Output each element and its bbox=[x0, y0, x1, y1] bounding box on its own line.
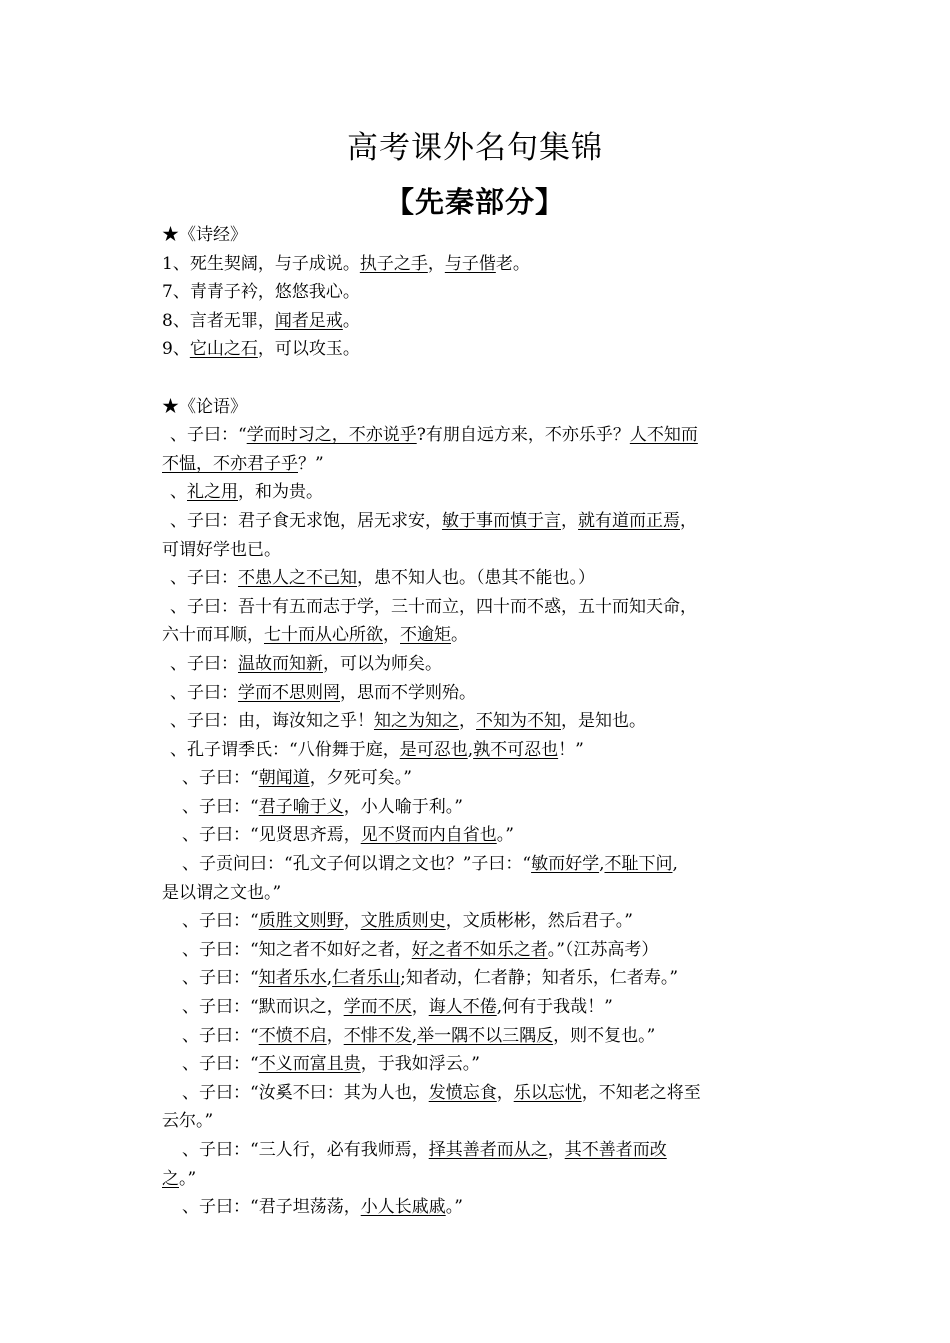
quote-text: ， bbox=[547, 1140, 565, 1160]
underlined-quote: 知者乐水 bbox=[258, 968, 327, 989]
quote-line bbox=[162, 821, 790, 850]
quote-line bbox=[162, 1165, 790, 1194]
quote-text: 、子曰：“ bbox=[182, 1054, 259, 1075]
quote-text: , bbox=[411, 1025, 418, 1046]
underlined-quote: 朝闻道 bbox=[258, 768, 310, 789]
quote-text: 、子曰：“ bbox=[170, 425, 247, 446]
underlined-quote: 不悱不发 bbox=[343, 1025, 412, 1046]
quote-line bbox=[162, 850, 790, 879]
quote-text: 、子曰：“三人行，必有我师焉， bbox=[182, 1140, 429, 1160]
quote-text: ， bbox=[680, 510, 697, 531]
underlined-quote: 与子偕 bbox=[444, 253, 496, 274]
quote-text: ，不知老之将至 bbox=[581, 1082, 701, 1103]
quote-text: 7、青青子衿，悠悠我心。 bbox=[162, 282, 360, 303]
quote-text: 可谓好学也已。 bbox=[162, 539, 281, 560]
underlined-quote: 就有道而正焉 bbox=[578, 510, 680, 531]
quote-line bbox=[162, 1107, 790, 1136]
quote-line bbox=[162, 593, 790, 622]
quote-text: 、子曰：“ bbox=[182, 911, 259, 932]
quote-text: 。”（江苏高考） bbox=[547, 939, 659, 960]
quote-text: 、子曰： bbox=[170, 682, 238, 703]
quote-text: ！” bbox=[558, 739, 584, 760]
quote-text: ，思而不学则殆。 bbox=[340, 682, 476, 703]
underlined-quote: 是可忍也 bbox=[399, 739, 468, 760]
quote-text: ，夕死可矣。” bbox=[309, 768, 412, 789]
underlined-quote: 君子喻于义 bbox=[258, 796, 344, 817]
quote-line bbox=[162, 621, 790, 650]
quote-text: ?有朋自远方来，不亦乐乎？ bbox=[416, 425, 630, 446]
quote-text: ， bbox=[383, 625, 400, 646]
quote-line bbox=[162, 1136, 790, 1165]
underlined-quote: 敏而好学 bbox=[531, 854, 600, 875]
quote-line bbox=[162, 1050, 790, 1079]
underlined-quote: 不愤不启 bbox=[258, 1025, 327, 1046]
underlined-quote: 不愠，不亦君子乎 bbox=[162, 453, 298, 474]
quote-text: ， bbox=[326, 1025, 344, 1046]
quote-text: 8、言者无罪， bbox=[162, 310, 275, 331]
underlined-quote: 不逾矩 bbox=[400, 625, 451, 646]
underlined-quote: 不知为不知 bbox=[476, 711, 561, 732]
quote-text: 、子曰：“ bbox=[182, 796, 259, 817]
quote-text: ,何有于我哉！” bbox=[496, 997, 613, 1018]
quote-text: , bbox=[672, 854, 678, 875]
quote-text: 、子曰： bbox=[170, 568, 238, 589]
underlined-quote: 好之者不如乐之者 bbox=[411, 939, 548, 960]
quote-text: 1、死生契阔，与子成说。 bbox=[162, 253, 360, 274]
quote-text: 、子曰：“ bbox=[182, 768, 259, 789]
underlined-quote: 之 bbox=[162, 1168, 179, 1189]
quote-text: 、子曰：“ bbox=[182, 968, 259, 989]
underlined-quote: 闻者足戒 bbox=[274, 310, 343, 331]
quote-text: ，患不知人也。（患其不能也。） bbox=[357, 568, 595, 589]
quote-line bbox=[162, 907, 790, 936]
quote-line bbox=[162, 250, 790, 279]
underlined-quote: 学而不厌 bbox=[343, 997, 412, 1018]
quote-line bbox=[162, 1193, 790, 1222]
quote-text: ， bbox=[427, 253, 445, 274]
quote-line bbox=[162, 993, 790, 1022]
section-gap bbox=[162, 364, 790, 393]
document-body bbox=[162, 221, 790, 1222]
document-title: 高考课外名句集锦 bbox=[347, 130, 603, 166]
quote-line bbox=[162, 936, 790, 965]
underlined-quote: 温故而知新 bbox=[238, 653, 323, 674]
quote-text: 、子曰：“知之者不如好之者， bbox=[182, 939, 412, 960]
underlined-quote: 学而时习之，不亦说乎 bbox=[246, 425, 417, 446]
underlined-quote: 知之为知之 bbox=[374, 711, 459, 732]
underlined-quote: 礼之用 bbox=[187, 482, 238, 503]
quote-line bbox=[162, 964, 790, 993]
underlined-quote: 文胜质则史 bbox=[360, 911, 446, 932]
quote-text: 、子曰：由，诲汝知之乎！ bbox=[170, 711, 374, 732]
quote-text: ， bbox=[561, 510, 578, 531]
quote-text: ;知者动，仁者静；知者乐，仁者寿。” bbox=[400, 968, 679, 989]
quote-text: ，可以为师矣。 bbox=[323, 653, 442, 674]
quote-line bbox=[162, 564, 790, 593]
quote-line bbox=[162, 736, 790, 765]
quote-line bbox=[162, 707, 790, 736]
quote-text: 六十而耳顺， bbox=[162, 625, 264, 646]
quote-line bbox=[162, 307, 790, 336]
quote-text: ，小人喻于利。” bbox=[343, 796, 463, 817]
quote-text: 、子曰：“见贤思齐焉， bbox=[182, 825, 361, 846]
quote-text: 。” bbox=[179, 1168, 197, 1189]
underlined-quote: 不耻下问 bbox=[604, 854, 673, 875]
quote-line bbox=[162, 478, 790, 507]
quote-line bbox=[162, 650, 790, 679]
quote-line bbox=[162, 536, 790, 565]
quote-line bbox=[162, 278, 790, 307]
underlined-quote: 学而不思则罔 bbox=[238, 682, 340, 703]
quote-line bbox=[162, 335, 790, 364]
quote-line bbox=[162, 764, 790, 793]
underlined-quote: 敏于事而慎于言 bbox=[442, 510, 561, 531]
quote-line bbox=[162, 421, 790, 450]
quote-text: 老。 bbox=[495, 253, 530, 274]
quote-text: 、子曰： bbox=[170, 653, 238, 674]
quote-line bbox=[162, 1079, 790, 1108]
quote-text: 、子曰：吾十有五而志于学，三十而立，四十而不惑，五十而知天命， bbox=[170, 596, 697, 617]
quote-line bbox=[162, 1022, 790, 1051]
quote-text: 、子曰：“君子坦荡荡， bbox=[182, 1197, 361, 1218]
quote-text: ？” bbox=[298, 453, 324, 474]
quote-text: 、孔子谓季氏：“八佾舞于庭， bbox=[170, 739, 400, 760]
quote-text: 。 bbox=[342, 310, 360, 331]
quote-text: 云尔。” bbox=[162, 1111, 214, 1132]
quote-text: , bbox=[599, 854, 605, 875]
quote-text: 、 bbox=[170, 482, 187, 503]
quote-text: 。” bbox=[445, 1197, 463, 1218]
underlined-quote: 其不善者而改 bbox=[564, 1140, 667, 1160]
quote-text: 、子曰：“汝奚不曰：其为人也， bbox=[182, 1082, 429, 1103]
quote-line bbox=[162, 507, 790, 536]
quote-text: ，于我如浮云。” bbox=[360, 1054, 480, 1075]
section-heading: ★《诗经》 bbox=[162, 225, 247, 245]
quote-text: 、子曰：“默而识之， bbox=[182, 997, 344, 1018]
quote-text: ， bbox=[343, 911, 361, 932]
quote-text: ，则不复也。” bbox=[553, 1025, 656, 1046]
quote-text: , bbox=[467, 739, 474, 760]
underlined-quote: 不患人之不己知 bbox=[238, 568, 357, 589]
quote-text: ，文质彬彬，然后君子。” bbox=[445, 911, 633, 932]
quote-text: ，可以攻玉。 bbox=[257, 339, 360, 360]
underlined-quote: 孰不可忍也 bbox=[473, 739, 559, 760]
section-subtitle: 【先秦部分】 bbox=[384, 185, 565, 219]
quote-text: ， bbox=[496, 1082, 514, 1103]
quote-text: 是以谓之文也。” bbox=[162, 882, 282, 903]
quote-line bbox=[162, 450, 790, 479]
underlined-quote: 择其善者而从之 bbox=[428, 1140, 548, 1160]
quote-text: 、子曰：君子食无求饱，居无求安， bbox=[170, 510, 442, 531]
underlined-quote: 小人长戚戚 bbox=[360, 1197, 446, 1218]
quote-line bbox=[162, 793, 790, 822]
quote-line bbox=[162, 679, 790, 708]
underlined-quote: 仁者乐山 bbox=[332, 968, 401, 989]
section-heading: ★《论语》 bbox=[162, 396, 247, 417]
underlined-quote: 人不知而 bbox=[629, 425, 698, 446]
underlined-quote: 见不贤而内自省也 bbox=[360, 825, 497, 846]
quote-text: 。 bbox=[451, 625, 468, 646]
underlined-quote: 举一隅不以三隅反 bbox=[417, 1025, 554, 1046]
quote-text: 、子贡问曰：“孔文子何以谓之文也？”子曰：“ bbox=[182, 854, 532, 875]
quote-text: 9、 bbox=[162, 339, 190, 360]
underlined-quote: 七十而从心所欲 bbox=[264, 625, 383, 646]
underlined-quote: 执子之手 bbox=[359, 253, 428, 274]
quote-line bbox=[162, 879, 790, 908]
quote-text: ，是知也。 bbox=[561, 711, 646, 732]
underlined-quote: 发愤忘食 bbox=[428, 1082, 497, 1103]
quote-text: ， bbox=[459, 711, 476, 732]
quote-text: 、子曰：“ bbox=[182, 1025, 259, 1046]
underlined-quote: 质胜文则野 bbox=[258, 911, 344, 932]
quote-text: 。” bbox=[496, 825, 514, 846]
underlined-quote: 它山之石 bbox=[189, 339, 258, 360]
underlined-quote: 诲人不倦 bbox=[428, 997, 497, 1018]
quote-text: , bbox=[326, 968, 333, 989]
quote-text: ，和为贵。 bbox=[238, 482, 323, 503]
underlined-quote: 不义而富且贵 bbox=[258, 1054, 361, 1075]
underlined-quote: 乐以忘忧 bbox=[513, 1082, 582, 1103]
quote-text: ， bbox=[411, 997, 429, 1018]
